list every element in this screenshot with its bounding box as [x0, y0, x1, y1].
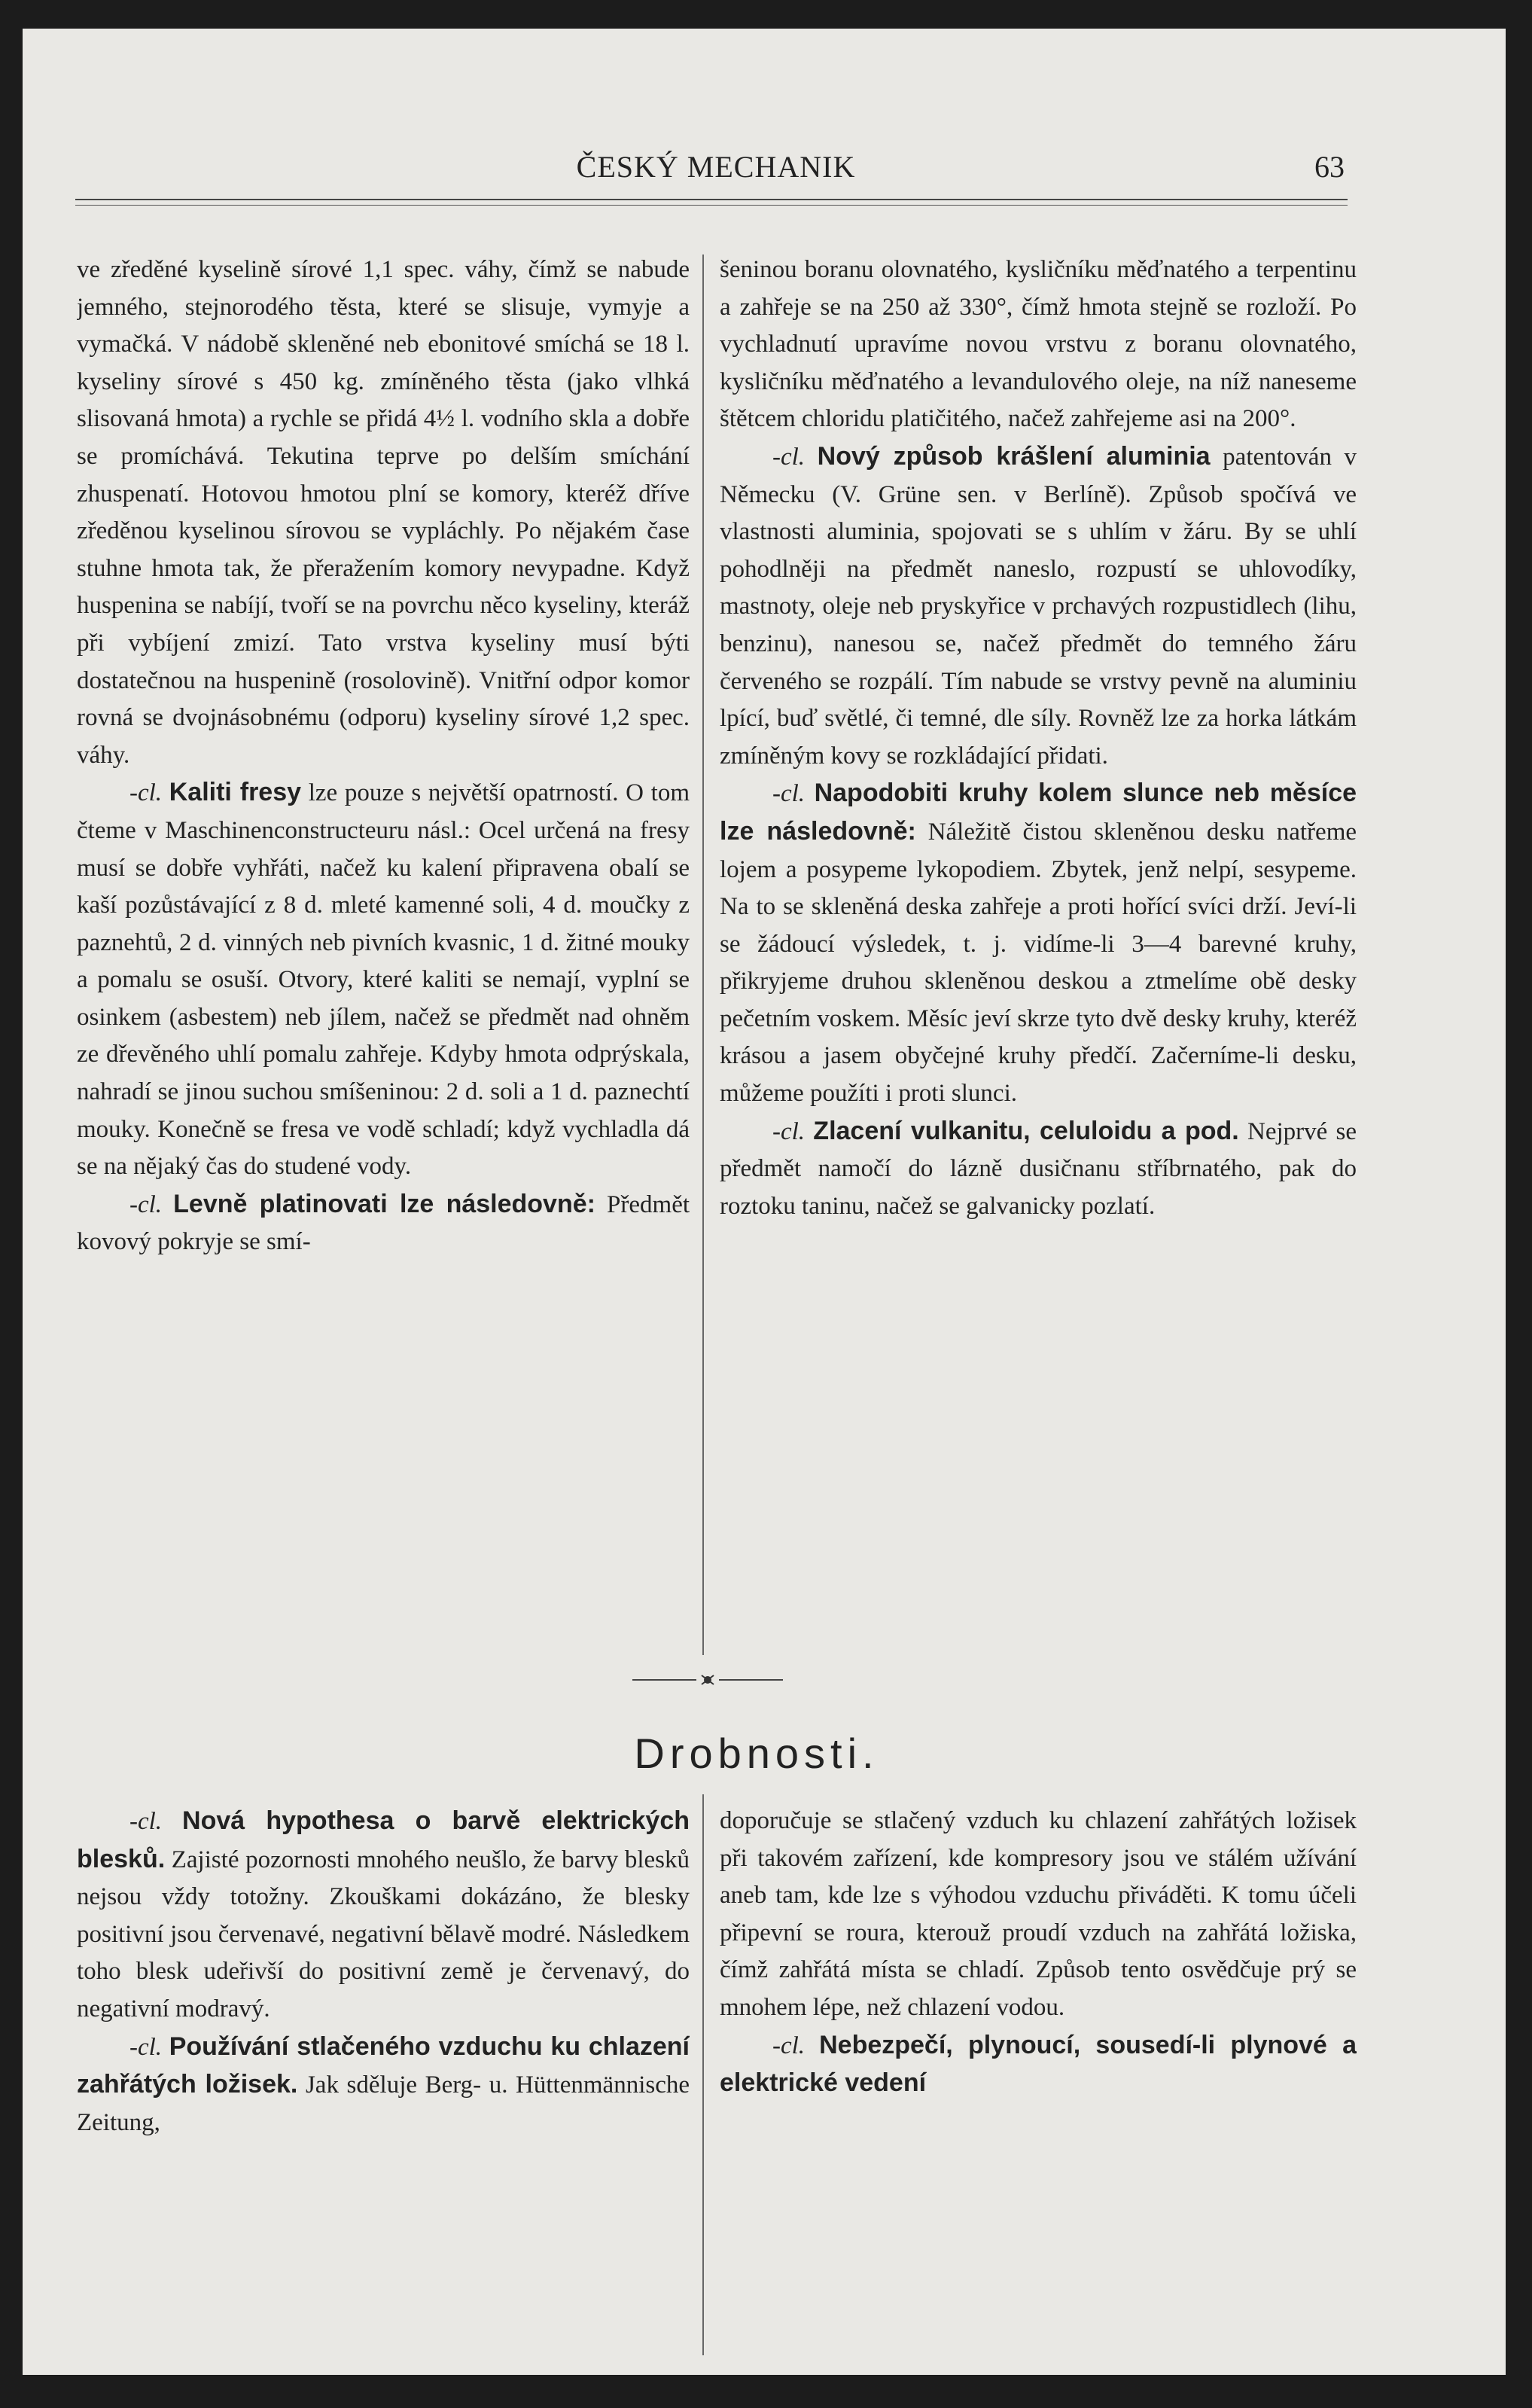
article-heading: Kaliti fresy [169, 778, 302, 807]
bottom-right-column [720, 1803, 1357, 2352]
paragraph: šeninou boranu olovnatého, kysličníku měďnatého a terpentinu a zahřeje se na 250 až 330°, čímž hmota stejně se rozloží. Po vychladnutí upravíme novou vrstvu z boranu olovnatého, kysličníku měďnatého a levandulového oleje, na níž naneseme štětcem chloridu platičitého, načež zahřejeme asi na 200°. [720, 256, 1357, 433]
article-platinovani: -cl. Levně platinovati lze následovně: Předmět kovový pokryje se smí- [77, 1189, 690, 1256]
column-divider-top [702, 255, 704, 1655]
magazine-page [23, 29, 1506, 2375]
top-right-column [720, 251, 1357, 1660]
article-kaliti-fresy: -cl. Kaliti fresy lze pouze s největší opatrností. O tom čteme v Maschinenconstructeuru násl.: Ocel určená na fresy musí se dobře vyhřáti, načež ku kalení připravena obalí se kaší pozůstávající z 8 d. mleté kamenné soli, 4 d. moučky z paznehtů, 2 d. vinných neb pivních kvasnic, 1 d. žitné mouky a pomalu se osuší. Otvory, které kaliti se nemají, vyplní se osinkem (asbestem) neb jílem, načež se předmět nad ohněm ze dřevěného uhlí pomalu zahřeje. Kdyby hmota odprýskala, nahradí se jinou suchou smíšeninou: 2 d. soli a 1 d. paznechtí mouky. Konečně se fresa ve vodě schladí; když vychladla dá se na nějaký čas do studené vody. [77, 778, 690, 1181]
bottom-left-column [77, 1803, 690, 2352]
article-zlaceni: -cl. Zlacení vulkanitu, celuloidu a pod. Nejprvé se předmět namočí do lázně dusičnanu stříbrnatého, pak do roztoku taninu, načež se galvanicky pozlatí. [720, 1116, 1357, 1220]
section-title: Drobnosti. [634, 1730, 879, 1777]
article-kruhy: -cl. Napodobiti kruhy kolem slunce neb měsíce lze následovně: Náležitě čistou skleněnou desku natřeme lojem a posypeme lykopodiem. Zbytek, jenž nelpí, sesypeme. Na to se skleněná deska zahřeje a proti hořící svíci drží. Jeví-li se žádoucí výsledek, t. j. vidíme-li 3—4 barevné kruhy, přikryjeme druhou skleněnou deskou a ztmelíme obě desky pečetním voskem. Měsíc jeví skrze tyto dvě desky kruhy, kteréž krásou a jasem obyčejné kruhy předčí. Začerníme-li desku, můžeme použíti i proti slunci. [720, 779, 1357, 1108]
paragraph: doporučuje se stlačený vzduch ku chlazení zahřátých ložisek při takovém zařízení, kde kompresory jsou ve stálém užívání aneb tam, kde lze s výhodou vzduchu přiváděti. K tomu účeli připevní se roura, kterouž proudí vzduch na zahřátá ložiska, čímž zahřátá místa se chladí. Způsob tento osvědčuje prý se mnohem lépe, než chlazení vodou. [720, 1807, 1357, 2021]
article-aluminium: -cl. Nový způsob krášlení aluminia patentován v Německu (V. Grüne sen. v Berlíně). Způsob spočívá ve vlastnosti aluminia, spojovati se s uhlím v žáru. By se uhlí pohodlněji na předmět naneslo, rozpustí se uhlovodíky, mastnoty, oleje neb pryskyřice v prchavých rozpustidlech (lihu, benzinu), nanesou se, načež předmět do temného žáru červeného se rozpálí. Tím nabude se vrstvy pevně na aluminiu lpící, buď světlé, či temné, dle síly. Rovněž lze za horka látkám zmíněným kovy se rozkládající přidati. [720, 441, 1357, 770]
top-left-column [77, 251, 690, 1660]
running-header [95, 149, 1345, 194]
article-heading: Používání stlačeného vzduchu ku chlazení zahřátých ložisek. [77, 2032, 690, 2099]
article-stlaceny-vzduch: -cl. Používání stlačeného vzduchu ku chlazení zahřátých ložisek. Jak sděluje Berg- u. Hüttenmännische Zeitung, [77, 2032, 690, 2136]
journal-title: ČESKÝ MECHANIK [576, 150, 856, 184]
article-heading: Levně platinovati lze následovně: [173, 1189, 595, 1218]
article-heading: Zlacení vulkanitu, celuloidu a pod. [813, 1116, 1239, 1145]
section-ornament [632, 1672, 783, 1687]
article-heading: Nový způsob krášlení aluminia [817, 441, 1211, 471]
article-nebezpeci: -cl. Nebezpečí, plynoucí, sousedí-li plynové a elektrické vedení [720, 2030, 1357, 2098]
page-number: 63 [1314, 150, 1345, 184]
column-divider-bottom [702, 1794, 704, 2355]
paragraph: ve zředěné kyselině sírové 1,1 spec. váhy, čímž se nabude jemného, stejnorodého těsta, které se slisuje, vymyje a vymačká. V nádobě skleněné neb ebonitové smíchá se 18 l. kyseliny sírové s 450 kg. zmíněného těsta (jako vlhká slisovaná hmota) a rychle se přidá 4½ l. vodního skla a dobře se promíchává. Tekutina teprve po delším smíchání zhuspenatí. Hotovou hmotou plní se komory, kteréž dříve zředěnou kyselinou sírovou se vypláchly. Po nějakém čase stuhne hmota tak, že přeražením komory nevypadne. Když huspenina se nabíjí, tvoří se na povrchu něco kyseliny, kteráž při vybíjení zmizí. Tato vrstva kyseliny musí býti dostatečnou na huspenině (rosolovině). Vnitřní odpor komor rovná se dvojnásobnému (odporu) kyseliny sírové 1,2 spec. váhy. [77, 256, 690, 769]
header-rule-thin [75, 205, 1348, 206]
article-heading: Nebezpečí, plynoucí, sousedí-li plynové a elektrické vedení [720, 2030, 1357, 2098]
article-heading: Nová hypothesa o barvě elektrických blesků. [77, 1806, 690, 1873]
article-heading: Napodobiti kruhy kolem slunce neb měsíce lze následovně: [720, 779, 1357, 846]
article-hypothesa: -cl. Nová hypothesa o barvě elektrických blesků. Zajisté pozornosti mnohého neušlo, že barvy blesků nejsou vždy totožny. Zkouškami dokázáno, že blesky positivní jsou červenavé, negativní bělavě modré. Následkem toho blesk udeřivší do positivní země je červenavý, do negativní modravý. [77, 1806, 690, 2022]
header-rule [75, 199, 1348, 200]
